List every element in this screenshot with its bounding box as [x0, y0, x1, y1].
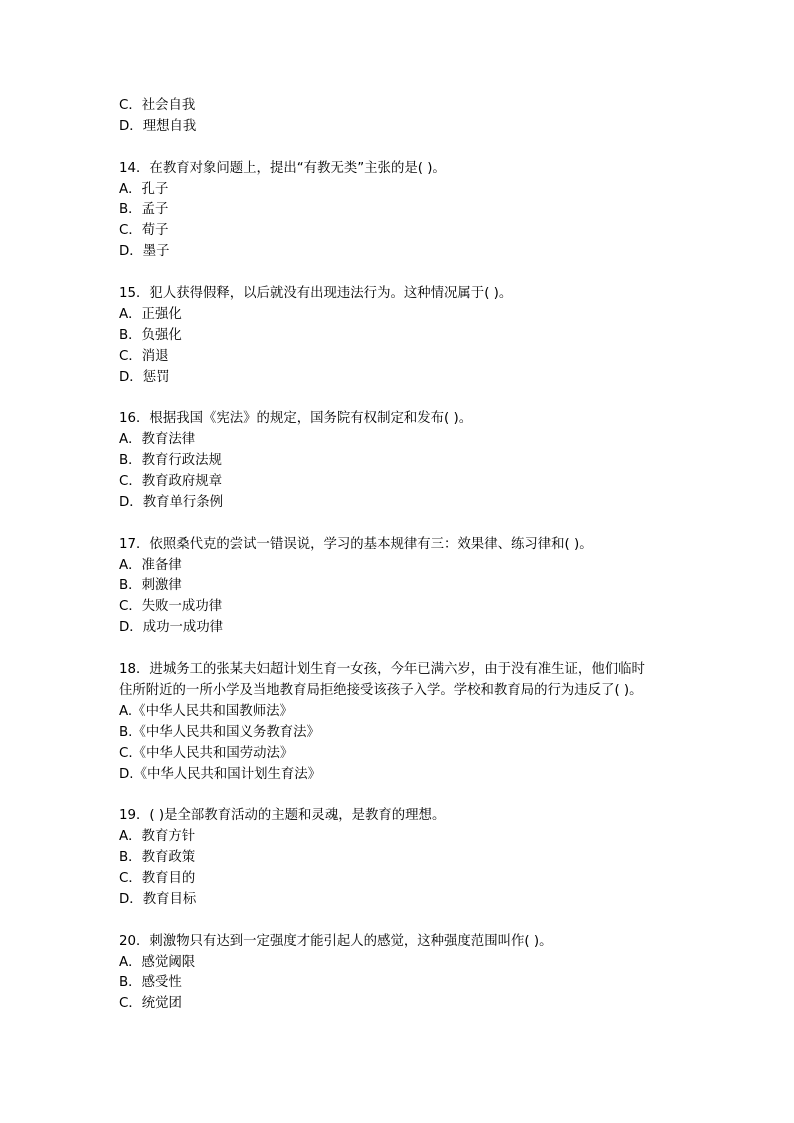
- spacer: [119, 138, 699, 159]
- option-d: D．成功一成功律: [119, 620, 224, 636]
- option-a: A．教育方针: [119, 829, 196, 845]
- option-d: D．教育目标: [119, 891, 197, 907]
- option-c: C．消退: [119, 348, 169, 364]
- option-d: D．理想自我: [119, 118, 197, 134]
- option-b: B．刺激律: [119, 578, 182, 594]
- option-a: A．感觉阈限: [119, 954, 196, 970]
- spacer: [119, 911, 699, 932]
- option-a: A．教育法律: [119, 432, 196, 448]
- option-c: C．教育政府规章: [119, 474, 223, 490]
- option-a: A．孔子: [119, 181, 169, 197]
- option-d: D．惩罚: [119, 369, 170, 385]
- question-stem-line-1: 18．进城务工的张某夫妇超计划生育一女孩，今年已满六岁，由于没有准生证，他们临时: [119, 662, 645, 678]
- question-stem: 16．根据我国《宪法》的规定，国务院有权制定和发布( )。: [119, 411, 473, 427]
- option-c: C．社会自我: [119, 98, 196, 113]
- question-19: [119, 806, 699, 910]
- option-b: B.《中华人民共和国义务教育法》: [119, 724, 320, 740]
- question-stem: 20．刺激物只有达到一定强度才能引起人的感觉，这种强度范围叫作( )。: [119, 933, 553, 949]
- question-stem: 17．依照桑代克的尝试一错误说，学习的基本规律有三：效果律、练习律和( )。: [119, 536, 593, 552]
- document-page: [119, 96, 699, 1015]
- question-14: [119, 159, 699, 263]
- option-a: A．准备律: [119, 557, 182, 573]
- question-13-continuation: [119, 96, 699, 138]
- option-c: C．教育目的: [119, 870, 196, 886]
- option-c: C．失败一成功律: [119, 599, 223, 615]
- option-b: B．孟子: [119, 202, 169, 218]
- option-a: A．正强化: [119, 306, 182, 322]
- spacer: [119, 785, 699, 806]
- option-d: D.《中华人民共和国计划生育法》: [119, 766, 322, 782]
- option-a: A.《中华人民共和国教师法》: [119, 703, 293, 719]
- option-c: C.《中华人民共和国劳动法》: [119, 745, 294, 761]
- option-c: C．荀子: [119, 223, 169, 239]
- question-stem-line-2: 住所附近的一所小学及当地教育局拒绝接受该孩子入学。学校和教育局的行为违反了( )。: [119, 682, 643, 698]
- question-20: [119, 932, 699, 1016]
- option-b: B．负强化: [119, 327, 182, 343]
- question-stem: 19．( )是全部教育活动的主题和灵魂，是教育的理想。: [119, 808, 446, 824]
- spacer: [119, 639, 699, 660]
- spacer: [119, 514, 699, 535]
- option-b: B．教育行政法规: [119, 453, 222, 469]
- spacer: [119, 263, 699, 284]
- question-stem: 15．犯人获得假释，以后就没有出现违法行为。这种情况属于( )。: [119, 286, 513, 302]
- spacer: [119, 388, 699, 409]
- question-15: [119, 284, 699, 388]
- option-d: D．教育单行条例: [119, 494, 224, 510]
- option-b: B．感受性: [119, 975, 182, 991]
- option-c: C．统觉团: [119, 996, 182, 1012]
- question-stem: 14．在教育对象问题上，提出“有教无类”主张的是( )。: [119, 160, 446, 176]
- question-17: [119, 535, 699, 639]
- question-16: [119, 409, 699, 513]
- option-b: B．教育政策: [119, 850, 196, 866]
- option-d: D．墨子: [119, 244, 170, 260]
- question-18: [119, 660, 699, 785]
